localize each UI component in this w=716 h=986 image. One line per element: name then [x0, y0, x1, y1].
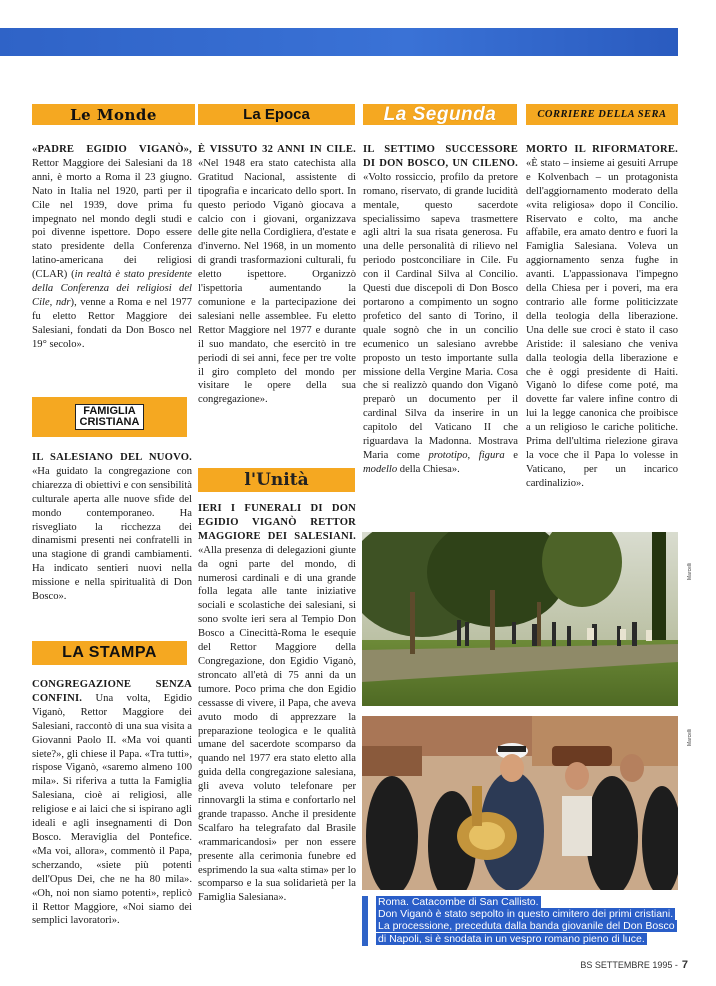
article-la-segunda: IL SETTIMO SUCCESSORE DI DON BOSCO, UN CILENO. «Volto rossiccio, profilo da pretore romano, riservato, di grande lucidità mentale, questo sacerdote specialissimo sapeva trasmettere agli altri la sua risata generosa. Fu una delle personalità di rilievo nel periodo postconciliare in Cile. Fu con il Cardinal Silva al Concilio. Questi due discepoli di Don Bosco portarono a compimento un sogno profetico del santo di Torino, il quale sognò che in un concilio ecumenico un salesiano avrebbe proposto un testo importante sulla missione della Vergine Maria. Cosa che si realizzò quando don Viganò preparò un documento per il cardinal Silva da inserire in un capitolo del Vaticano II che riguardava la Madonna. Mostrava Maria come prototipo, figura e modello della Chiesa». [363, 144, 518, 475]
article-le-monde: «PADRE EGIDIO VIGANÒ», Rettor Maggiore dei Salesiani da 18 anni, è morto a Roma il 23 giugno. Nato in Italia nel 1920, partì per il Cile nel 1939, dove prima fu impegnato nel mondo degli studi e poi divenne ispettore. Dopo essere stato presidente della Conferenza latino-americana dei religiosi (CLAR) (in realtà è stato presidente della Conferenza dei religiosi del Cile, ndr), venne a Roma e nel 1977 fu eletto Rettor Maggiore dei Salesiani, fondati da Don Bosco nel 19° secolo». [32, 144, 192, 350]
page-number: 7 [681, 959, 688, 971]
article-la-epoca: È VISSUTO 32 ANNI IN CILE. «Nel 1948 era stato catechista alla Gratitud Nacional, assistente di tipografia e incaricato dello sport. In questo periodo Viganò giocava a calcio con i giovani, organizzava delle gite nella Cordigliera, d'estate e d'inverno. Nel 1968, in un momento di grandi trasformazioni culturali, fu eletto ispettore. Organizzò l'ispettoria aumentando la comunione e la partecipazione dei salesiani nelle assemblee. Fu eletto Rettor Maggiore nel 1977 e durante il suo mandato, che esercitò in tre periodi di sei anni, fece per tre volte il giro completo del mondo per visitare le opere della sua congregazione». [198, 144, 356, 406]
logo-le-monde: Le Monde [32, 104, 195, 125]
photo-procession-cemetery [362, 532, 678, 706]
article-famiglia-cristiana: IL SALESIANO DEL NUOVO. «Ha guidato la congregazione con chiarezza di obiettivi e con sensibilità culturale aperta alle nuove sfide del mondo contemporaneo. Ha risvegliato la ricchezza dei dinamismi presenti nei confratelli in una stagione di grandi cambiamenti. Ha indicato sentieri nuovi nella missione e nella spiritualità di Don Bosco». [32, 452, 192, 603]
caption-line-2: Don Viganò è stato sepolto in questo cimitero dei primi cristiani. La processione, preceduta dalla banda giovanile del Don Bosco di Napoli, si è snodata in un vespro romano pieno di luce. [378, 908, 675, 945]
photo-coffin-procession [362, 716, 678, 890]
issue-label: BS SETTEMBRE 1995 - [580, 960, 678, 970]
header-bar [0, 28, 678, 56]
logo-corriere-della-sera: CORRIERE DELLA SERA [526, 104, 678, 125]
photo-credit: Marcelli [687, 728, 693, 746]
logo-la-epoca: La Epoca [198, 104, 355, 125]
article-la-stampa: CONGREGAZIONE SENZA CONFINI. Una volta, Egidio Viganò, Rettor Maggiore dei Salesiani, raccontò di una sua visita a Giovanni Paolo II. «Ma voi quanti siete?», gli chiese il Papa. «Tra tutti», rispose Viganò, «saremo almeno 100 mila». Si riferiva a tutta la Famiglia Salesiana, cioè ai religiosi, alle religiose e ai laici che si ispirano agli ideali e agli insegnamenti di Don Bosco. Meraviglia del Pontefice. «Ma voi, allora», commentò il Papa, scherzando, «siete più potenti dell'Opus Dei, che ne ha 80 mila». «Oh, noi non siamo potenti», replicò il Rettor Maggiore, «Noi siamo dei semplici lavoratori». [32, 679, 192, 927]
logo-la-segunda: La Segunda [363, 104, 517, 125]
photo-caption [362, 896, 678, 946]
photo-credit: Marcelli [687, 562, 693, 580]
article-corriere-della-sera: MORTO IL RIFORMATORE. «È stato – insieme ai gesuiti Arrupe e Kolvenbach – un protagonista dell'aggiornamento moderato della «vita religiosa» dopo il Concilio. Riservato e colto, ma anche affabile, era amato dentro e fuori la Famiglia Salesiana. Voleva un aggiornamento senza fughe in avanti. L'appassionava l'impegno della Chiesa per i poveri, ma era contrario alle forme politicizzate della teologia della liberazione. Una delle sue croci è stato il caso Aristide: il salesiano che veniva dalla teologia della liberazione e che è oggi presidente di Haiti. Viganò lo difese come poté, ma dovette far valere infine contro di lui la legge canonica che proibisce a un religioso le cariche politiche. Prima dell'ultima rielezione girava la voce che il Papa lo volesse in Vaticano, per un incarico cardinalizio». [526, 144, 678, 489]
logo-l-unita: l'Unità [198, 468, 355, 492]
caption-accent-bar [362, 896, 368, 946]
caption-line-1: Roma. Catacombe di San Callisto. [378, 896, 539, 908]
article-lead: «PADRE EGIDIO VIGANÒ», [32, 144, 192, 155]
page-footer [528, 959, 688, 973]
logo-la-stampa: LA STAMPA [32, 641, 187, 665]
article-l-unita: IERI I FUNERALI DI DON EGIDIO VIGANÒ RETTOR MAGGIORE DEI SALESIANI. «Alla presenza di delegazioni giunte da ogni parte del mondo, di numerosi cardinali e di una grande folla legata alle tante iniziative sociali e scolastiche dei salesiani, si sono svolte ieri sera al Tempio Don Bosco a Cinecittà-Roma le esequie del Rettor Maggiore della Congregazione, don Egidio Viganò, stroncato all'età di 75 anni da un tumore. Poco prima che don Egidio cessasse di vivere, il Papa, che aveva avuto modo di apprezzare la preparazione teologica e le qualità umane del sacerdote scomparso da quando nel 1977 era stato eletto alla guida della congregazione salesiana, gli aveva voluto telefonare per rinnovargli la stima e confortarlo nel grande trapasso. Anche il presidente Scalfaro ha telegrafato dal Brasile «rammaricandosi» per non essere presente alla cerimonia funebre ed esprimendo la sua «alta stima» per lo scomparso e la sua solidarietà per la Famiglia Salesiana». [198, 503, 356, 904]
logo-famiglia-cristiana: FAMIGLIA CRISTIANA [32, 397, 187, 437]
